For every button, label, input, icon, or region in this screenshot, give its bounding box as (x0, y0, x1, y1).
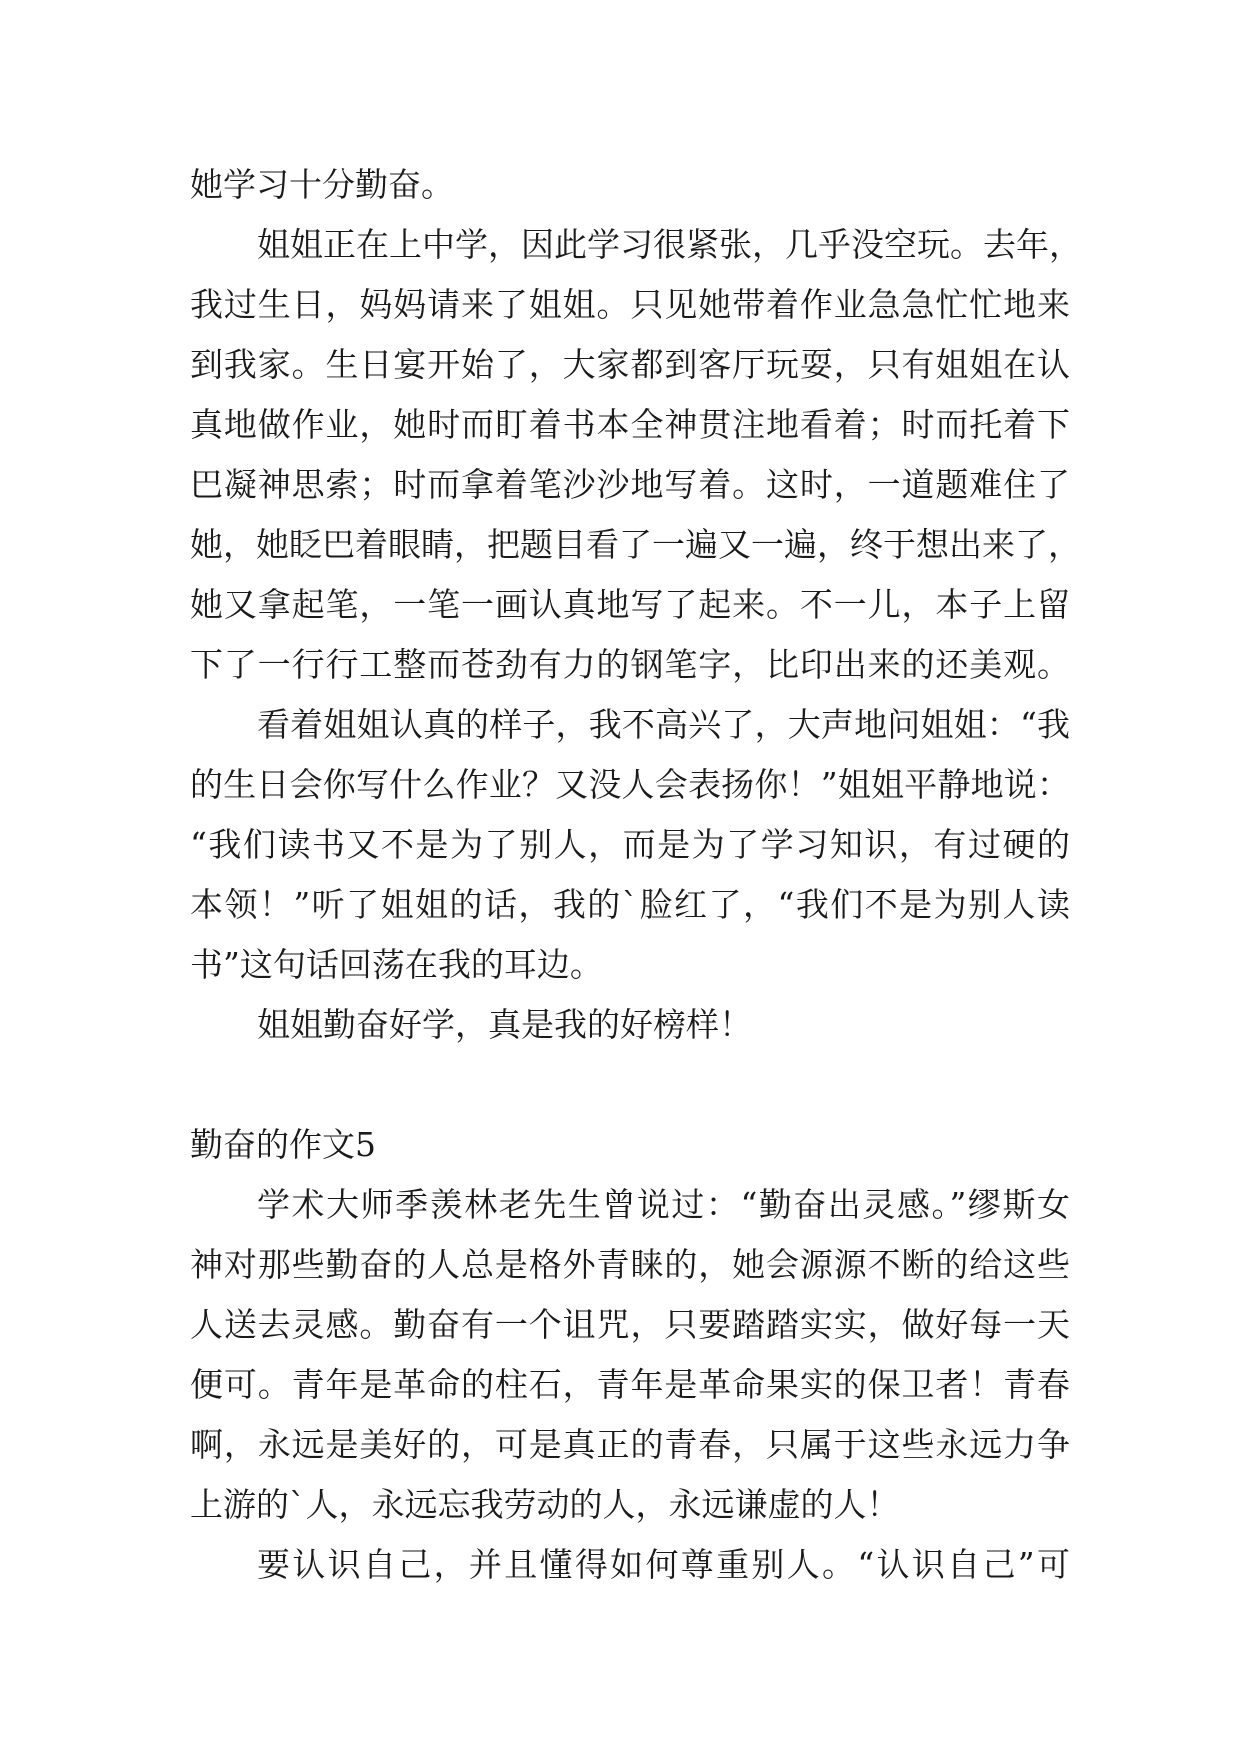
text-line: 她又拿起笔，一笔一画认真地写了起来。不一儿，本子上留 (190, 585, 1070, 624)
section-heading: 勤奋的作文5 (190, 1125, 376, 1164)
text-line: 本领！”听了姐姐的话，我的`脸红了，“我们不是为别人读 (190, 885, 1070, 924)
text-line: 巴凝神思索；时而拿着笔沙沙地写着。这时，一道题难住了 (190, 465, 1070, 504)
text-line: “我们读书又不是为了别人，而是为了学习知识，有过硬的 (190, 825, 1070, 864)
text-line: 她学习十分勤奋。 (190, 165, 454, 204)
text-line: 我过生日，妈妈请来了姐姐。只见她带着作业急急忙忙地来 (190, 285, 1070, 324)
paragraph-start-line: 学术大师季羡林老先生曾说过：“勤奋出灵感。”缪斯女 (257, 1185, 1070, 1224)
text-line: 便可。青年是革命的柱石，青年是革命果实的保卫者！青春 (190, 1365, 1070, 1404)
text-line: 下了一行行工整而苍劲有力的钢笔字，比印出来的还美观。 (190, 645, 1070, 684)
paragraph-start-line: 姐姐勤奋好学，真是我的好榜样！ (257, 1005, 752, 1044)
text-line: 真地做作业，她时而盯着书本全神贯注地看着；时而托着下 (190, 405, 1070, 444)
text-line: 书”这句话回荡在我的耳边。 (190, 945, 603, 984)
text-line: 啊，永远是美好的，可是真正的青春，只属于这些永远力争 (190, 1425, 1070, 1464)
paragraph-start-line: 姐姐正在上中学，因此学习很紧张，几乎没空玩。去年， (257, 225, 1082, 264)
text-line: 上游的`人，永远忘我劳动的人，永远谦虚的人！ (190, 1485, 900, 1524)
text-line: 她，她眨巴着眼睛，把题目看了一遍又一遍，终于想出来了， (190, 525, 1081, 564)
text-line: 人送去灵感。勤奋有一个诅咒，只要踏踏实实，做好每一天 (190, 1305, 1070, 1344)
text-line: 到我家。生日宴开始了，大家都到客厅玩耍，只有姐姐在认 (190, 345, 1070, 384)
text-line: 神对那些勤奋的人总是格外青睐的，她会源源不断的给这些 (190, 1245, 1070, 1284)
paragraph-start-line: 看着姐姐认真的样子，我不高兴了，大声地问姐姐：“我 (257, 705, 1070, 744)
text-line: 的生日会你写什么作业？又没人会表扬你！”姐姐平静地说： (190, 765, 1070, 804)
paragraph-start-line: 要认识自己，并且懂得如何尊重别人。“认识自己”可 (257, 1545, 1070, 1584)
